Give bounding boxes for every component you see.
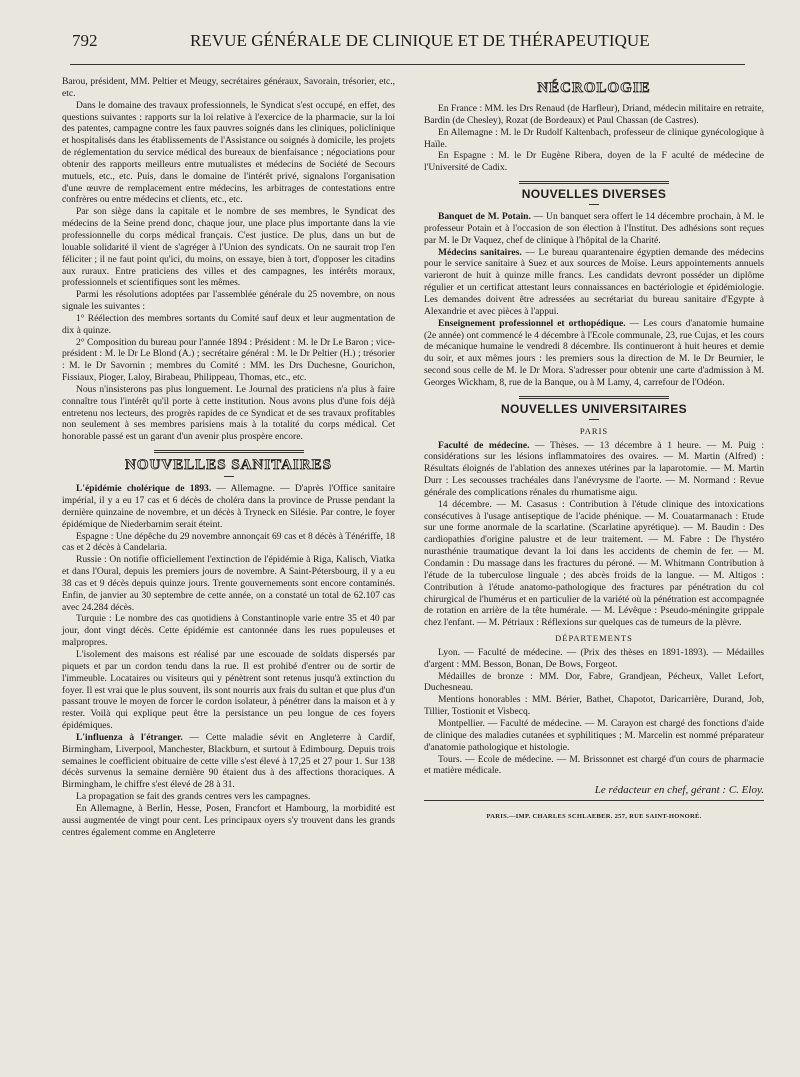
paragraph: L'épidémie cholérique de 1893. — Allemagne. — D'après l'Office sanitaire impérial, il y a eu 17 cas et 6 décès de choléra dans la province de Prusse pendant la dernière quinzaine de novembre, et un décès à Tryneck en Silésie. Par contre, le foyer épidémique de Niederbarnim serait éteint.	[62, 483, 395, 530]
header-rule	[70, 64, 745, 65]
paragraph: La propagation se fait des grands centres vers les campagnes.	[76, 791, 311, 803]
section-title: NOUVELLES SANITAIRES	[125, 457, 332, 474]
paragraph: Médailles de bronze : MM. Dor, Fabre, Grandjean, Pécheux, Vallet Lefort, Duchesneau.	[424, 670, 764, 694]
paragraph: Mentions honorables : MM. Bérier, Bathet, Chapotot, Daricarrière, Durand, Job, Tillier, Tostionit et Visbecq.	[424, 694, 764, 718]
subheading-paris: PARIS	[579, 425, 609, 436]
section-tick	[589, 419, 599, 420]
paragraph: 1° Réélection des membres sortants du Comité sauf deux et leur augmentation de dix à quinze.	[62, 312, 395, 336]
paragraph: L'isolement des maisons est réalisé par une escouade de soldats dispersés par piquets et par un cordon tendu dans la rue. Il est prohibé d'entrer ou de sortir de l'immeuble. Locataires ou visiteurs qui y pénètrent sont retenus jusqu'à extinction du foyer. Il est vrai que le plus souvent, ils sont nourris aux frais du sultan et que plus d'un passant trouve le moyen de forcer le cordon isolateur, à pénétrer dans la maison et à y rester. Voilà qui explique peut être la persistance un peu longue de ces foyers épidémiques.	[62, 648, 395, 732]
paragraph: Espagne : Une dépêche du 29 novembre annonçait 69 cas et 8 décès à Ténériffe, 18 cas et 2 décès à Candelaria.	[62, 530, 395, 554]
section-heading-diverses	[424, 181, 764, 205]
paragraph: En Allemagne, à Berlin, Hesse, Posen, Francfort et Hambourg, la morbidité est aussi augmentée de vingt pour cent. Les principaux oyers s'y trouvent dans les grands centres également comme en Angleterre	[62, 802, 395, 838]
item-heading: Banquet de M. Potain.	[438, 211, 531, 223]
paragraph: Dans le domaine des travaux professionnels, le Syndicat s'est occupé, en effet, des questions suivantes : rapports sur la loi relative à l'exercice de la pharmacie, sur la loi des patentes, campagne contre les faux pauvres soignés dans les cliniques, policlinique et hospitalisés dans les établissements de l'Assistance ou soignés à domicile, les projets de réglementation du service médical des bureaux de bienfaisance ; négociations pour obtenir des rapports meilleurs entre mutualistes et médecins de Société de Secours mutuels, etc., etc. Puis, dans le domaine de l'intérêt privé, signalons l'organisation d'une œuvre de remplacement entre médecins, les arbitrages de contestations entre confrères ou entre médecins et clients, etc., etc.	[62, 99, 395, 206]
editor-signature: Le rédacteur en chef, gérant : C. Eloy.	[594, 784, 764, 797]
page-header	[70, 31, 745, 51]
section-rule	[154, 450, 304, 453]
signature-rule	[424, 800, 764, 801]
paragraph: Nous n'insisterons pas plus longuement. Le Journal des praticiens n'a plus à faire connaître tous l'intérêt qu'il porte à cette institution. Nous avons plus d'une fois déjà entretenu nos lecteurs, des progrès rapides de ce Syndicat et de ses travaux profitables non seulement à ses membres parisiens mais à la totalité du corps médical. Cet honorable passé est un garant d'un avenir plus prospère encore.	[62, 383, 395, 443]
paragraph: Montpellier. — Faculté de médecine. — M. Carayon est chargé des fonctions d'aide de clinique des maladies cutanées et syphilitiques ; M. Marcelin est nommé préparateur d'anatomie pathologique et histologie.	[424, 717, 764, 753]
paragraph: Lyon. — Faculté de médecine. — (Prix des thèses en 1891-1893). — Médailles d'argent : MM. Besson, Bonan, De Bows, Forgeot.	[424, 646, 764, 670]
paragraph: L'influenza à l'étranger. — Cette maladie sévit en Angleterre à Cardif, Birmingham, Liverpool, Manchester, Blackburn, et surtout à Edimbourg. Depuis trois semaines le coefficient obituaire de cette ville s'est élevé à 17,25 et 27 pour 1. Sur 138 décès survenus la semaine dernière 90 étaient dus à des affections thoraciques. A Birmingham, le chiffre s'est élevé de 28 à 31.	[62, 731, 395, 791]
left-column	[62, 76, 395, 838]
section-heading-necrologie	[424, 79, 764, 97]
section-title: NOUVELLES UNIVERSITAIRES	[500, 401, 688, 416]
paragraph: Enseignement professionnel et orthopédique. — Les cours d'anatomie humaine (2e année) ont commencé le 4 décembre à l'Ecole communale, 23, rue Cujas, et les cours de mécanique humaine le vendredi 8 décembre. Ils continueront à huit heures et demie du soir, et aux mêmes jours : les premiers sous la direction de M. le Dr Beurnier, le second sous celle de M. le Dr Mora. S'adresser pour obtenir une carte d'admission à M. Georges Wickham, 8, rue de la Banque, ou à M Lamy, 4, carrefour de l'Odéon.	[424, 317, 764, 388]
paragraph: Faculté de médecine. — Thèses. — 13 décembre à 1 heure. — M. Puig : considérations sur les lésions inflammatoires des ovaires. — M. Martin (Alfred) : Résultats éloignés de l'ablation des annexes utérines par la laparotomie. — M. Martin Durr : Les secousses trachéales dans l'anévrysme de l'aorte. — M. Normand : Revue générale des complications rénales du rhumatisme aigu.	[424, 439, 764, 498]
subheading-departements: DÉPARTEMENTS	[555, 633, 633, 644]
paragraph: Barou, président, MM. Peltier et Meugy, secrétaires généraux, Savorain, trésorier, etc., etc.	[62, 76, 395, 99]
printer-imprint: PARIS.—IMP. CHARLES SCHLAEBER. 257, RUE SAINT-HONORÉ.	[486, 813, 702, 821]
paragraph: En Allemagne : M. le Dr Rudolf Kaltenbach, professeur de clinique gynécologique à Haïle.	[424, 126, 764, 150]
item-heading: L'épidémie cholérique de 1893.	[76, 483, 212, 495]
section-title: NÉCROLOGIE	[537, 80, 651, 96]
section-tick	[224, 476, 234, 477]
paragraph: En France : MM. les Drs Renaud (de Harfleur), Driand, médecin militaire en retraite, Bardin (de Chesley), Rozat (de Bordeaux) et Paul Chassan (de Castres).	[424, 103, 764, 126]
item-heading: Faculté de médecine.	[438, 439, 530, 451]
paragraph: Parmi les résolutions adoptées par l'assemblée générale du 25 novembre, on nous signale les suivantes :	[62, 289, 395, 313]
paragraph: Par son siège dans la capitale et le nombre de ses membres, le Syndicat des médecins de la Seine prend donc, chaque jour, une place plus importante dans la vie professionnelle du corps médical français. C'est justice. De plus, dans un but de louable solidarité il vient de s'agréger à l'Union des syndicats. On ne saurait trop l'en féliciter ; il ne faut point qu'ici, du moins, on essaye, bien à tort, d'opposer les citadins aux ruraux. Entre praticiens des villes et des campagnes, les intérêts moraux, professionnels et scientifiques sont les mêmes.	[62, 206, 395, 289]
journal-title: REVUE GÉNÉRALE DE CLINIQUE ET DE THÉRAPEUTIQUE	[190, 31, 650, 50]
section-rule	[519, 396, 669, 399]
paragraph: 14 décembre. — M. Casasus : Contribution à l'étude clinique des intoxications consécutives à l'usage antiseptique de l'acide phénique. — M. Couatarmanach : Etude sur une forme anormale de la scarlatine. (Scarlatine apyrétique). — M. Baudin : Des cardiopathies d'origine palustre et de leur traitement. — M. Fabre : De l'hystéro nurasthénie traumatique devant la loi dans les accidents de chemin de fer. — M. Condamin : Du massage dans les fractures du péroné. — M. Whitmann Contribution à l'étude de la tuberculose linguale ; des abcès froids de la langue. — M. Altigos : Contribution à l'étude anatomo-pathologique des fractures par pénétration du col chirurgical de l'humérus et en particulier de la variété où la pénétration est accompagnée de rotation en arrière de la tête humérale. — M. Lévêque : Pseudo-méningite grippale chez l'enfant. — M. Pétriaux : Réflexions sur quelques cas de tumeurs de la plèvre.	[424, 498, 764, 629]
right-column	[424, 76, 764, 823]
item-heading: L'influenza à l'étranger.	[76, 731, 183, 743]
item-heading: Enseignement professionnel et orthopédique.	[438, 317, 626, 329]
paragraph: Russie : On notifie officiellement l'extinction de l'épidémie à Riga, Kalisch, Viatka et dans l'Oural, depuis les premiers jours de novembre. A Saint-Pétersbourg, il y a eu 38 cas et 9 décès depuis quinze jours. Trente gouvernements sont encore contaminés. Enfin, de janvier au 30 septembre de cette année, on a constaté un total de 62.107 cas avec 24.284 décès.	[62, 554, 395, 613]
paragraph: Turquie : Le nombre des cas quotidiens à Constantinople varie entre 35 et 40 par jour, dont vingt décès. Cette épidémie est cantonnée dans les rues populeuses et malpropres.	[62, 613, 395, 649]
paragraph: En Espagne : M. le Dr Eugène Ribera, doyen de la F aculté de médecine de l'Université de Cadix.	[424, 150, 764, 174]
section-heading-sanitaires	[62, 450, 395, 477]
paragraph: Tours. — Ecole de médecine. — M. Brissonnet est chargé d'un cours de pharmacie et matière médicale.	[424, 753, 764, 777]
page-number: 792	[72, 31, 98, 50]
paragraph: 2° Composition du bureau pour l'année 1894 : Président : M. le Dr Le Baron ; vice-président : M. le Dr Le Blond (A.) ; secrétaire général : M. le Dr Peltier (H.) ; trésorier : M. le Dr Savornin ; membres du Comité : MM. les Drs Duchesne, Gourichon, Fissiaux, Pioger, Laloy, Birabeau, Philippeau, Thomas, etc., etc.	[62, 336, 395, 384]
section-rule	[519, 181, 669, 184]
paragraph: Médecins sanitaires. — Le bureau quarantenaire égyptien demande des médecins pour le service sanitaire à Suez et aux sources de Moïse. Leurs appointements annuels varieront de huit à quinze mille francs. Les candidats devront posséder un diplôme régulier et un certificat attestant leurs connaissances en bactériologie et épidémiologie. Les demandes doivent être adressées au secrétariat du bureau sanitaire d'Egypte à Alexandrie et avec pièces à l'appui.	[424, 246, 764, 317]
section-title: NOUVELLES DIVERSES	[521, 187, 667, 202]
paragraph: Banquet de M. Potain. — Un banquet sera offert le 14 décembre prochain, à M. le professeur Potain et à l'occasion de son élection à l'Institut. Des adhésions sont reçues par M. le Dr Vaquez, chef de clinique à l'hôpital de la Charité.	[424, 211, 764, 246]
section-tick	[589, 204, 599, 205]
section-heading-universitaires	[424, 396, 764, 420]
item-heading: Médecins sanitaires.	[438, 246, 522, 258]
